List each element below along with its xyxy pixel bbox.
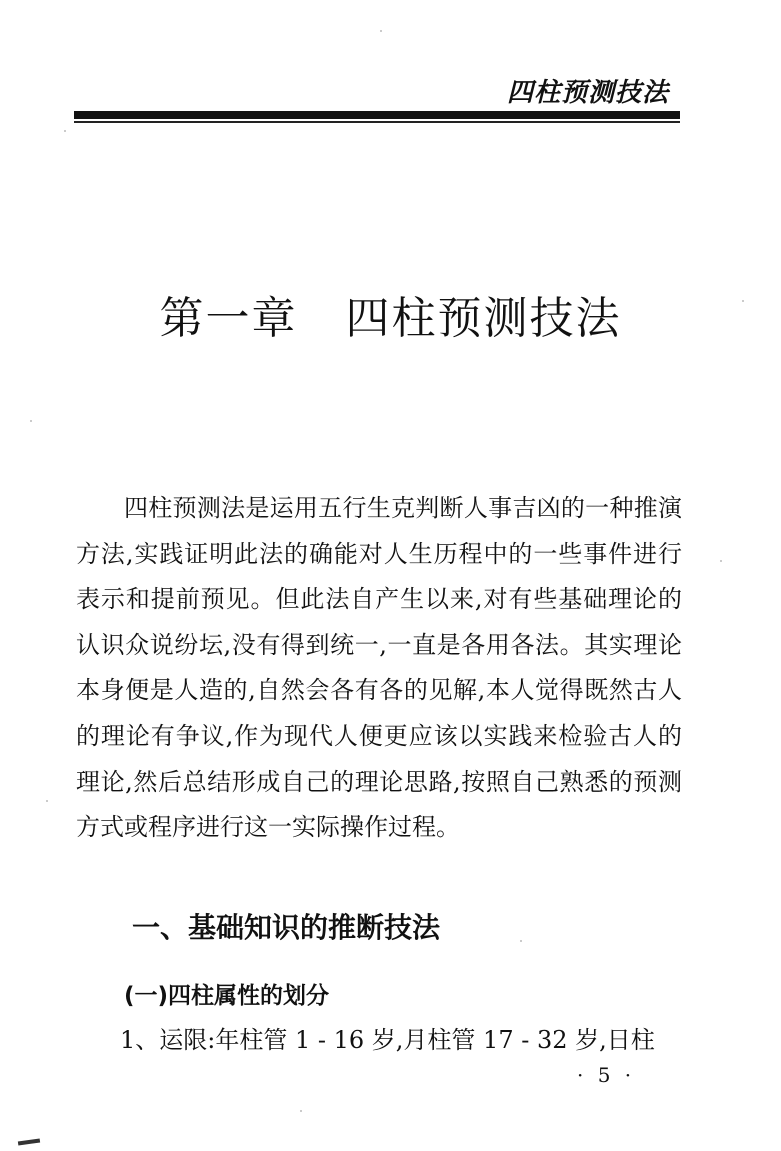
scan-speck [742, 300, 744, 302]
header-rule-thin [74, 121, 680, 123]
header-rule-thick [74, 111, 680, 119]
page-number: · 5 · [577, 1063, 636, 1087]
chapter-number: 第一章 [159, 293, 298, 344]
body-text-line: 1、运限:年柱管 1 - 16 岁,月柱管 17 - 32 岁,日柱 [120, 1026, 655, 1054]
intro-paragraph: 四柱预测法是运用五行生克判断人事吉凶的一种推演方法,实践证明此法的确能对人生历程中的一些事件进行表示和提前预见。但此法自产生以来,对有些基础理论的认识众说纷坛,没有得到统一,一直是各用各法。其实理论本身便是人造的,自然会各有各的见解,本人觉得既然古人的理论有争议,作为现代人便更应该以实践来检验古人的理论,然后总结形成自己的理论思路,按照自己熟悉的预测方式或程序进行这一实际操作过程。 [76, 494, 682, 842]
subsection-heading: (一)四柱属性的划分 [124, 983, 330, 1009]
chapter-title: 四柱预测技法 [345, 293, 622, 344]
running-header-title: 四柱预测技法 [506, 78, 669, 108]
scan-speck [520, 940, 522, 942]
scan-speck [46, 800, 48, 802]
scan-speck [380, 30, 382, 32]
chapter-heading [0, 282, 781, 346]
scan-speck [64, 130, 66, 132]
scan-speck [30, 420, 32, 422]
section-heading: 一、基础知识的推断技法 [132, 911, 441, 944]
scan-edge-mark [18, 1138, 40, 1145]
scan-speck [720, 560, 722, 562]
scan-speck [300, 1110, 302, 1112]
